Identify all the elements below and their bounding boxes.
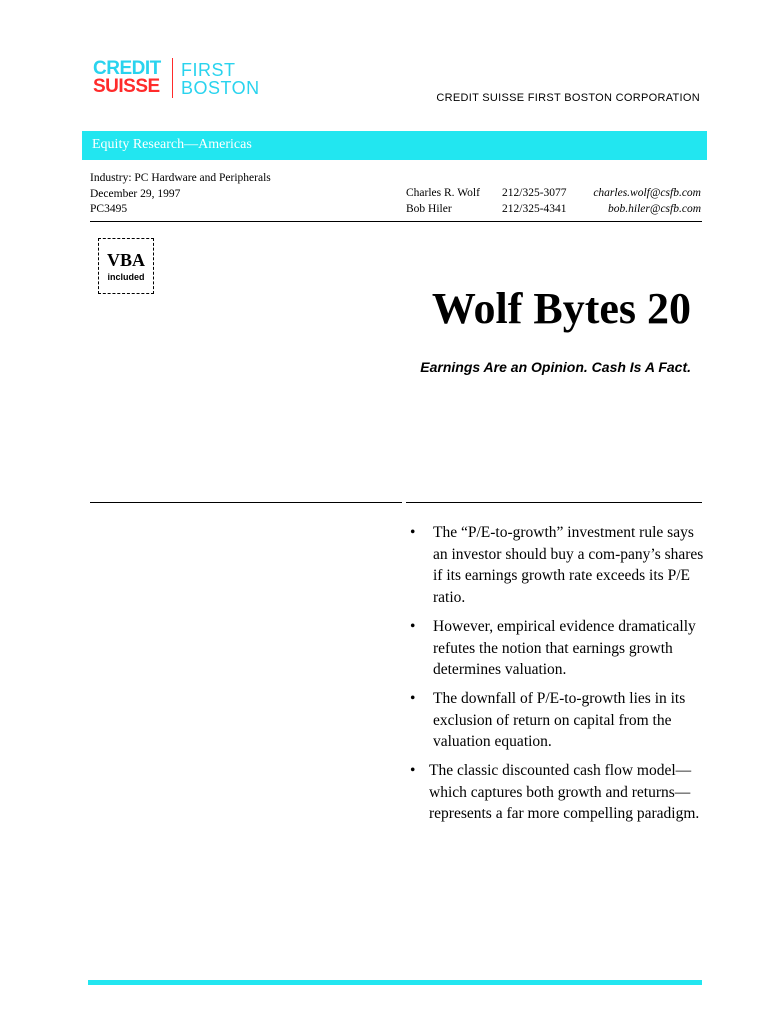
- header-band-text: Equity Research—Americas: [92, 137, 252, 152]
- report-code: PC3495: [90, 203, 128, 215]
- industry-label: Industry: PC Hardware and Peripherals: [90, 172, 271, 184]
- logo-text-credit: CREDIT: [93, 58, 161, 79]
- summary-bullet: [410, 760, 710, 825]
- bullet-text: However, empirical evidence dramatically refutes the notion that earnings growth determines valuation.: [433, 617, 696, 679]
- contact-row: [406, 186, 701, 202]
- report-meta: [90, 171, 271, 218]
- divider-top: [90, 221, 702, 222]
- vba-stamp-sublabel: included: [107, 272, 145, 282]
- summary-bullet: [410, 688, 710, 753]
- logo-divider: [172, 58, 173, 98]
- contact-email[interactable]: bob.hiler@csfb.com: [608, 202, 701, 215]
- contact-phone: 212/325-3077: [502, 187, 567, 199]
- logo-text-first: FIRST: [181, 60, 236, 80]
- bullet-icon: •: [410, 689, 416, 707]
- footer-band: [88, 980, 702, 985]
- bullet-text: The classic discounted cash flow model—which captures both growth and returns—represents a far more compelling paradigm.: [429, 762, 700, 823]
- contact-email[interactable]: charles.wolf@csfb.com: [593, 187, 701, 199]
- bullet-text: The downfall of P/E-to-growth lies in its exclusion of return on capital from the valuation equation.: [433, 689, 686, 751]
- report-title: Wolf Bytes 20: [431, 284, 691, 333]
- divider-middle: [90, 502, 702, 503]
- summary-bullets: [410, 522, 710, 832]
- logo-text-suisse: SUISSE: [93, 76, 160, 97]
- bullet-icon: •: [410, 762, 416, 780]
- corporation-name: CREDIT SUISSE FIRST BOSTON CORPORATION: [436, 92, 700, 104]
- vba-stamp: [98, 238, 154, 294]
- contact-name: Charles R. Wolf: [406, 187, 480, 199]
- contact-phone: 212/325-4341: [502, 202, 567, 215]
- bullet-icon: •: [410, 524, 416, 541]
- logo-text-boston: BOSTON: [181, 78, 260, 98]
- contact-row: [406, 202, 701, 218]
- bullet-icon: •: [410, 617, 416, 635]
- logo-first-boston: [181, 61, 260, 97]
- summary-bullet: [410, 616, 710, 681]
- vba-stamp-label: VBA: [106, 250, 145, 270]
- summary-bullet: [410, 522, 710, 609]
- contact-name: Bob Hiler: [406, 202, 452, 215]
- report-date: December 29, 1997: [90, 187, 181, 200]
- logo-credit-suisse: [93, 60, 161, 96]
- analyst-contacts: [406, 186, 701, 217]
- bullet-text: The “P/E-to-growth” investment rule says an investor should buy a com-pany’s shares if its earnings growth rate exceeds its P/E ratio.: [433, 524, 704, 607]
- report-subtitle: Earnings Are an Opinion. Cash Is A Fact.: [420, 359, 691, 375]
- divider-gap: [402, 500, 406, 504]
